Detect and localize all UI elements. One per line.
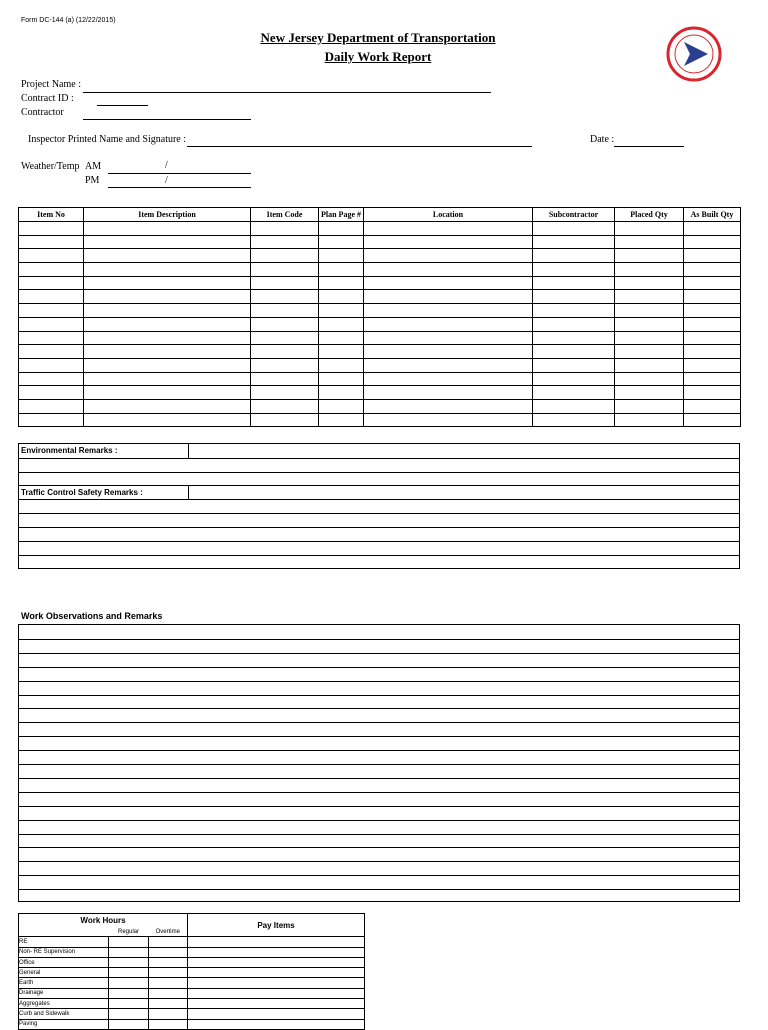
observation-line	[19, 792, 739, 793]
regular-cell[interactable]	[109, 947, 149, 957]
table-cell[interactable]	[615, 249, 684, 263]
table-cell[interactable]	[533, 345, 615, 359]
items-table	[18, 207, 741, 427]
table-cell[interactable]	[84, 304, 251, 318]
table-cell[interactable]	[251, 372, 319, 386]
work-hours-row-label: Drainage	[19, 988, 109, 998]
table-cell[interactable]	[84, 263, 251, 277]
observation-line	[19, 695, 739, 696]
work-hours-row	[19, 1009, 365, 1019]
table-cell[interactable]	[615, 235, 684, 249]
table-row	[19, 386, 741, 400]
table-cell[interactable]	[364, 222, 533, 236]
table-cell[interactable]	[615, 317, 684, 331]
work-hours-row-label: RE	[19, 937, 109, 947]
col-as-built-qty: As Built Qty	[684, 208, 741, 222]
work-observations-box[interactable]	[18, 624, 740, 902]
contract-id-field[interactable]	[97, 105, 148, 106]
table-cell[interactable]	[319, 386, 364, 400]
table-cell[interactable]	[684, 290, 741, 304]
pay-item-cell[interactable]	[188, 999, 365, 1009]
col-item-code: Item Code	[251, 208, 319, 222]
work-hours-row	[19, 1019, 365, 1029]
regular-cell[interactable]	[109, 988, 149, 998]
inspector-field[interactable]	[187, 146, 532, 147]
col-item-description: Item Description	[84, 208, 251, 222]
work-hours-row-label: Aggregates	[19, 999, 109, 1009]
table-cell[interactable]	[84, 372, 251, 386]
project-name-field[interactable]	[83, 92, 491, 93]
work-hours-row-label: Office	[19, 957, 109, 967]
pay-item-cell[interactable]	[188, 988, 365, 998]
table-row	[19, 345, 741, 359]
table-cell[interactable]	[615, 263, 684, 277]
overtime-cell[interactable]	[149, 1009, 188, 1019]
observation-line	[19, 667, 739, 668]
work-observations-title: Work Observations and Remarks	[21, 611, 163, 621]
table-row	[19, 249, 741, 263]
work-hours-row	[19, 988, 365, 998]
overtime-cell[interactable]	[149, 1019, 188, 1029]
njdot-seal-icon	[666, 26, 722, 82]
table-cell[interactable]	[615, 290, 684, 304]
observation-line	[19, 764, 739, 765]
table-cell[interactable]	[251, 331, 319, 345]
col-plan-page: Plan Page #	[319, 208, 364, 222]
table-cell[interactable]	[84, 235, 251, 249]
date-label: Date :	[590, 134, 615, 145]
observation-line	[19, 736, 739, 737]
overtime-cell[interactable]	[149, 947, 188, 957]
table-cell[interactable]	[251, 222, 319, 236]
weather-label: Weather/Temp	[21, 161, 80, 172]
table-cell[interactable]	[533, 290, 615, 304]
pay-item-cell[interactable]	[188, 937, 365, 947]
table-cell[interactable]	[364, 331, 533, 345]
table-cell[interactable]	[615, 345, 684, 359]
work-hours-table	[18, 913, 365, 1030]
items-header-row	[19, 208, 741, 222]
table-cell[interactable]	[19, 290, 84, 304]
env-line-2	[19, 472, 739, 473]
observation-line	[19, 722, 739, 723]
work-hours-row	[19, 957, 365, 967]
pay-item-cell[interactable]	[188, 1019, 365, 1029]
pm-field[interactable]	[108, 187, 251, 188]
overtime-cell[interactable]	[149, 957, 188, 967]
observation-line	[19, 653, 739, 654]
traffic-line-2	[19, 513, 739, 514]
observation-line	[19, 806, 739, 807]
table-cell[interactable]	[319, 331, 364, 345]
table-cell[interactable]	[19, 372, 84, 386]
work-hours-row	[19, 968, 365, 978]
environmental-remarks-label: Environmental Remarks :	[21, 446, 118, 455]
regular-cell[interactable]	[109, 978, 149, 988]
table-cell[interactable]	[319, 399, 364, 413]
table-cell[interactable]	[533, 317, 615, 331]
table-cell[interactable]	[533, 358, 615, 372]
table-cell[interactable]	[615, 304, 684, 318]
table-cell[interactable]	[84, 386, 251, 400]
table-cell[interactable]	[364, 290, 533, 304]
observation-line	[19, 750, 739, 751]
table-cell[interactable]	[19, 317, 84, 331]
table-cell[interactable]	[19, 345, 84, 359]
table-cell[interactable]	[319, 235, 364, 249]
project-name-label: Project Name :	[21, 79, 81, 90]
observation-line	[19, 820, 739, 821]
observation-line	[19, 778, 739, 779]
observation-line	[19, 681, 739, 682]
table-cell[interactable]	[251, 304, 319, 318]
observation-line	[19, 708, 739, 709]
table-cell[interactable]	[364, 413, 533, 427]
pay-item-cell[interactable]	[188, 978, 365, 988]
table-cell[interactable]	[533, 222, 615, 236]
observation-line	[19, 889, 739, 890]
table-cell[interactable]	[684, 249, 741, 263]
table-cell[interactable]	[364, 249, 533, 263]
table-cell[interactable]	[319, 358, 364, 372]
env-line-1	[19, 458, 739, 459]
pay-item-cell[interactable]	[188, 947, 365, 957]
contractor-field[interactable]	[83, 119, 251, 120]
col-subcontractor: Subcontractor	[533, 208, 615, 222]
table-cell[interactable]	[533, 263, 615, 277]
overtime-cell[interactable]	[149, 988, 188, 998]
table-cell[interactable]	[364, 317, 533, 331]
work-hours-row	[19, 947, 365, 957]
am-slash: /	[165, 160, 168, 171]
traffic-line-1	[19, 499, 739, 500]
table-cell[interactable]	[19, 235, 84, 249]
regular-cell[interactable]	[109, 957, 149, 967]
table-cell[interactable]	[19, 276, 84, 290]
table-cell[interactable]	[684, 235, 741, 249]
col-placed-qty: Placed Qty	[615, 208, 684, 222]
table-cell[interactable]	[19, 222, 84, 236]
table-row	[19, 276, 741, 290]
table-cell[interactable]	[364, 304, 533, 318]
work-hours-row-label: Earth	[19, 978, 109, 988]
table-cell[interactable]	[364, 358, 533, 372]
environmental-divider	[188, 444, 189, 458]
am-label: AM	[85, 161, 102, 172]
table-cell[interactable]	[84, 345, 251, 359]
table-cell[interactable]	[19, 399, 84, 413]
table-row	[19, 331, 741, 345]
table-cell[interactable]	[319, 345, 364, 359]
table-row	[19, 317, 741, 331]
table-cell[interactable]	[319, 304, 364, 318]
table-cell[interactable]	[251, 413, 319, 427]
traffic-remarks-label: Traffic Control Safety Remarks :	[21, 488, 143, 497]
table-cell[interactable]	[684, 386, 741, 400]
regular-header: Regular	[109, 927, 149, 937]
form-id: Form DC-144 (a) (12/22/2015)	[21, 17, 116, 24]
table-cell[interactable]	[251, 399, 319, 413]
table-cell[interactable]	[684, 345, 741, 359]
col-item-no: Item No	[19, 208, 84, 222]
inspector-label: Inspector Printed Name and Signature :	[28, 134, 187, 145]
observation-line	[19, 834, 739, 835]
observation-line	[19, 861, 739, 862]
table-cell[interactable]	[364, 276, 533, 290]
am-field[interactable]	[108, 173, 251, 174]
contractor-label: Contractor	[21, 107, 64, 118]
table-cell[interactable]	[251, 290, 319, 304]
table-cell[interactable]	[364, 263, 533, 277]
env-traffic-remarks-box	[18, 443, 740, 569]
work-hours-row-label: General	[19, 968, 109, 978]
table-cell[interactable]	[251, 386, 319, 400]
table-cell[interactable]	[319, 413, 364, 427]
table-cell[interactable]	[615, 386, 684, 400]
table-row	[19, 358, 741, 372]
table-cell[interactable]	[19, 249, 84, 263]
table-cell[interactable]	[533, 372, 615, 386]
pay-items-title: Pay Items	[188, 914, 365, 937]
table-cell[interactable]	[684, 263, 741, 277]
table-cell[interactable]	[19, 386, 84, 400]
regular-cell[interactable]	[109, 968, 149, 978]
observation-line	[19, 639, 739, 640]
table-cell[interactable]	[19, 358, 84, 372]
table-cell[interactable]	[533, 235, 615, 249]
table-cell[interactable]	[251, 263, 319, 277]
table-cell[interactable]	[364, 345, 533, 359]
table-cell[interactable]	[684, 276, 741, 290]
table-cell[interactable]	[84, 399, 251, 413]
table-cell[interactable]	[84, 249, 251, 263]
table-cell[interactable]	[19, 413, 84, 427]
table-cell[interactable]	[684, 222, 741, 236]
table-cell[interactable]	[251, 235, 319, 249]
table-cell[interactable]	[684, 372, 741, 386]
table-cell[interactable]	[19, 263, 84, 277]
work-hours-row-label: Paving	[19, 1019, 109, 1029]
table-cell[interactable]	[319, 222, 364, 236]
table-cell[interactable]	[84, 331, 251, 345]
traffic-line-5	[19, 555, 739, 556]
table-cell[interactable]	[251, 358, 319, 372]
overtime-header: Overtime	[149, 927, 188, 937]
table-cell[interactable]	[615, 331, 684, 345]
table-cell[interactable]	[533, 304, 615, 318]
observation-line	[19, 847, 739, 848]
overtime-cell[interactable]	[149, 999, 188, 1009]
table-cell[interactable]	[615, 372, 684, 386]
traffic-divider	[188, 485, 189, 499]
table-row	[19, 290, 741, 304]
table-cell[interactable]	[684, 413, 741, 427]
table-cell[interactable]	[615, 276, 684, 290]
traffic-line-4	[19, 541, 739, 542]
table-cell[interactable]	[533, 386, 615, 400]
work-hours-row	[19, 978, 365, 988]
env-line-3	[19, 485, 739, 486]
contract-id-label: Contract ID :	[21, 93, 74, 104]
table-cell[interactable]	[364, 235, 533, 249]
table-cell[interactable]	[684, 358, 741, 372]
table-cell[interactable]	[684, 399, 741, 413]
table-cell[interactable]	[319, 276, 364, 290]
pm-label: PM	[85, 175, 100, 186]
regular-cell[interactable]	[109, 1019, 149, 1029]
table-cell[interactable]	[364, 372, 533, 386]
wh-blank	[19, 927, 109, 937]
table-cell[interactable]	[533, 276, 615, 290]
table-cell[interactable]	[319, 290, 364, 304]
table-cell[interactable]	[84, 290, 251, 304]
work-hours-row-label: Non- RE Supervision	[19, 947, 109, 957]
table-cell[interactable]	[251, 249, 319, 263]
table-cell[interactable]	[84, 358, 251, 372]
table-cell[interactable]	[251, 345, 319, 359]
regular-cell[interactable]	[109, 1009, 149, 1019]
pay-item-cell[interactable]	[188, 1009, 365, 1019]
overtime-cell[interactable]	[149, 978, 188, 988]
table-cell[interactable]	[615, 358, 684, 372]
regular-cell[interactable]	[109, 937, 149, 947]
table-cell[interactable]	[684, 304, 741, 318]
table-cell[interactable]	[84, 276, 251, 290]
table-row	[19, 399, 741, 413]
table-cell[interactable]	[251, 317, 319, 331]
col-location: Location	[364, 208, 533, 222]
table-row	[19, 413, 741, 427]
table-row	[19, 263, 741, 277]
observation-line	[19, 875, 739, 876]
pay-item-cell[interactable]	[188, 957, 365, 967]
work-hours-title: Work Hours	[19, 914, 188, 928]
table-cell[interactable]	[19, 331, 84, 345]
table-cell[interactable]	[533, 249, 615, 263]
table-cell[interactable]	[364, 399, 533, 413]
table-cell[interactable]	[84, 413, 251, 427]
work-hours-row	[19, 999, 365, 1009]
agency-title: New Jersey Department of Transportation	[260, 30, 496, 45]
table-cell[interactable]	[251, 276, 319, 290]
table-cell[interactable]	[319, 263, 364, 277]
report-title: Daily Work Report	[324, 49, 432, 64]
table-cell[interactable]	[533, 331, 615, 345]
table-row	[19, 372, 741, 386]
table-cell[interactable]	[84, 317, 251, 331]
work-hours-row-label: Curb and Sidewalk	[19, 1009, 109, 1019]
table-row	[19, 235, 741, 249]
table-cell[interactable]	[319, 317, 364, 331]
table-cell[interactable]	[615, 413, 684, 427]
table-cell[interactable]	[319, 372, 364, 386]
table-cell[interactable]	[533, 413, 615, 427]
overtime-cell[interactable]	[149, 937, 188, 947]
table-cell[interactable]	[684, 317, 741, 331]
table-cell[interactable]	[84, 222, 251, 236]
table-cell[interactable]	[615, 399, 684, 413]
date-field[interactable]	[614, 146, 684, 147]
traffic-line-3	[19, 527, 739, 528]
table-row	[19, 304, 741, 318]
table-row	[19, 222, 741, 236]
table-cell[interactable]	[615, 222, 684, 236]
table-cell[interactable]	[19, 304, 84, 318]
table-cell[interactable]	[533, 399, 615, 413]
table-cell[interactable]	[684, 331, 741, 345]
pm-slash: /	[165, 175, 168, 186]
table-cell[interactable]	[364, 386, 533, 400]
regular-cell[interactable]	[109, 999, 149, 1009]
pay-item-cell[interactable]	[188, 968, 365, 978]
table-cell[interactable]	[319, 249, 364, 263]
overtime-cell[interactable]	[149, 968, 188, 978]
work-hours-row	[19, 937, 365, 947]
